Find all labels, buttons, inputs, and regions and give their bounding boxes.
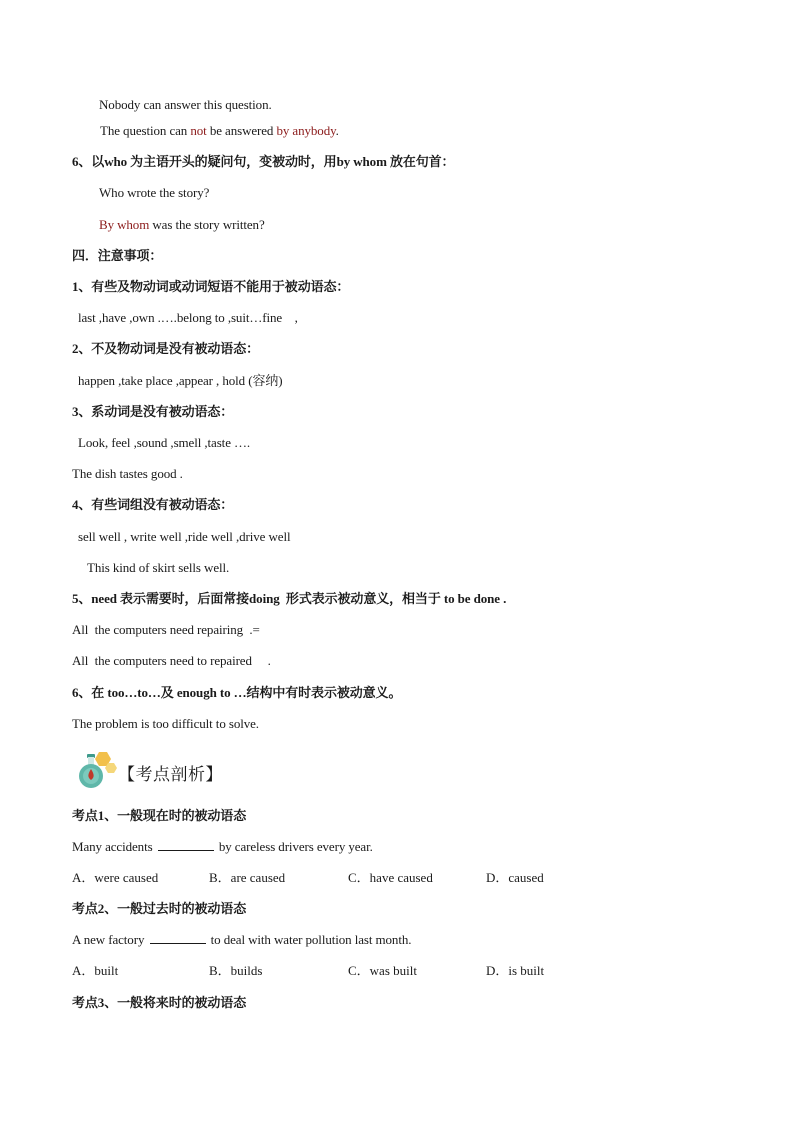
text-segment: be answered <box>206 123 277 138</box>
exam-2-heading: 考点2、一般过去时的被动语态 <box>72 901 247 916</box>
note-4-example: sell well , write well ,ride well ,drive well <box>78 529 291 544</box>
note-5-example: All the computers need repairing .= <box>72 622 260 637</box>
exam-1-option-c: C．have caused <box>348 870 433 885</box>
exam-1-option-d: D．caused <box>486 870 544 885</box>
example-active-sentence: Nobody can answer this question. <box>99 97 272 112</box>
exam-1-heading: 考点1、一般现在时的被动语态 <box>72 808 247 823</box>
note-5-example-2: All the computers need to repaired . <box>72 653 271 668</box>
answer-blank <box>158 839 214 851</box>
example-question: Who wrote the story? <box>99 185 210 200</box>
note-4-sentence: This kind of skirt sells well. <box>87 560 230 575</box>
question-text: A new factory <box>72 932 145 947</box>
answer-blank <box>150 932 206 944</box>
note-2-example: happen ,take place ,appear , hold (容纳) <box>78 373 283 388</box>
note-5-heading: 5、need 表示需要时，后面常接doing 形式表示被动意义，相当于 to be done . <box>72 591 507 606</box>
note-1-example: last ,have ,own .….belong to ,suit…fine , <box>78 310 298 325</box>
question-text: Many accidents <box>72 839 153 854</box>
exam-1-option-a: A．were caused <box>72 870 159 885</box>
highlight-by-anybody: by anybody <box>276 123 336 138</box>
highlight-by-whom: By whom <box>99 217 150 232</box>
note-6-heading: 6、在 too…to…及 enough to …结构中有时表示被动意义。 <box>72 685 402 700</box>
note-3-example: Look, feel ,sound ,smell ,taste …. <box>78 435 251 450</box>
exam-2-option-a: A．built <box>72 963 119 978</box>
text-segment: . <box>335 123 339 138</box>
example-passive-question <box>99 217 265 233</box>
note-3-heading: 3、系动词是没有被动语态： <box>72 404 234 419</box>
flask-icon <box>73 749 119 789</box>
exam-2-option-b: B．builds <box>209 963 263 978</box>
rule-6-heading: 6、以who 为主语开头的疑问句，变被动时，用by whom 放在句首： <box>72 154 455 169</box>
exam-1-question <box>72 839 373 855</box>
exam-3-heading: 考点3、一般将来时的被动语态 <box>72 995 247 1010</box>
note-1-heading: 1、有些及物动词或动词短语不能用于被动语态： <box>72 279 350 294</box>
section-title: 【考点剖析】 <box>118 765 223 785</box>
question-text: by careless drivers every year. <box>218 839 373 854</box>
note-3-sentence: The dish tastes good . <box>72 466 183 481</box>
exam-2-question <box>72 932 411 948</box>
highlight-not: not <box>190 123 207 138</box>
note-6-example: The problem is too difficult to solve. <box>72 716 259 731</box>
exam-1-option-b: B．are caused <box>209 870 286 885</box>
question-text: to deal with water pollution last month. <box>210 932 412 947</box>
note-2-heading: 2、不及物动词是没有被动语态： <box>72 341 260 356</box>
note-4-heading: 4、有些词组没有被动语态： <box>72 497 234 512</box>
exam-2-option-c: C．was built <box>348 963 417 978</box>
example-passive-sentence <box>100 123 339 139</box>
text-segment: The question can <box>100 123 191 138</box>
section-notes-heading: 四．注意事项： <box>72 248 163 263</box>
exam-2-option-d: D．is built <box>486 963 545 978</box>
text-segment: was the story written? <box>149 217 265 232</box>
